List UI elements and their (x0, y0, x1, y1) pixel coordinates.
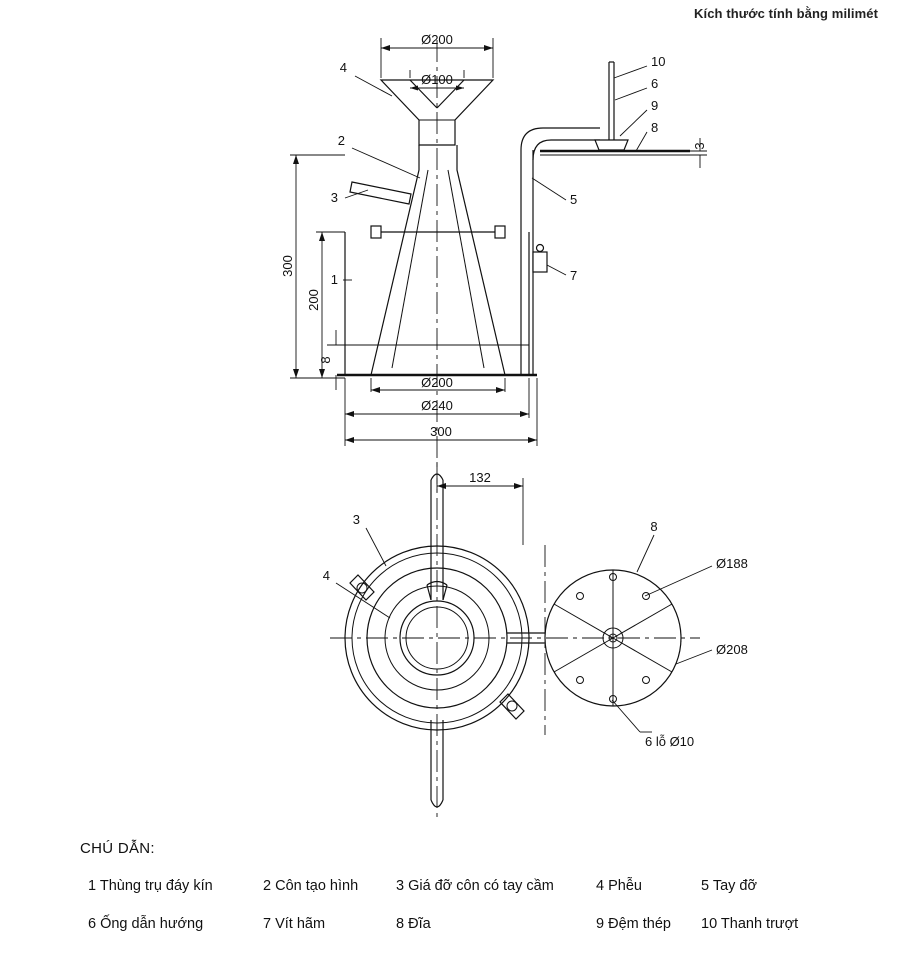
legend-grid (88, 878, 878, 954)
callout-9-label: 9 (651, 98, 659, 113)
plan-callout-8-label: 8 (650, 519, 658, 534)
cone-outline (371, 145, 505, 375)
dim-100-top-label: Ø100 (421, 72, 453, 87)
plan-callout-3-label: 3 (352, 512, 360, 527)
callout-1-label: 1 (330, 272, 338, 287)
legend-item-5: 5 Tay đỡ (701, 878, 757, 894)
legend-item-1: 1 Thùng trụ đáy kín (88, 878, 213, 894)
plan-handle-lower-right (500, 694, 524, 719)
steel-washer (595, 140, 628, 150)
legend-item-2: 2 Côn tạo hình (263, 878, 359, 894)
legend-item-4: 4 Phễu (596, 878, 642, 894)
arrow-200top-left (381, 45, 390, 51)
plan-leader-8 (637, 535, 654, 572)
arrow-300bot-right (528, 437, 537, 443)
callout-8-label: 8 (651, 120, 659, 135)
legend-item-6: 6 Ống dẫn hướng (88, 916, 204, 932)
dim-240-label: Ø240 (421, 398, 453, 413)
legend-row (88, 916, 878, 932)
arrow-132-left (437, 483, 446, 489)
callout-5-label: 5 (570, 192, 578, 207)
locking-screw-knob (537, 245, 544, 252)
callout-3-label: 3 (330, 190, 338, 205)
leader-8 (636, 132, 647, 151)
support-lug-left (371, 226, 381, 238)
arrow-240-right (520, 411, 529, 417)
callout-4-label: 4 (339, 60, 347, 75)
callout-2-label: 2 (337, 133, 345, 148)
plan-handle-pivot-right (507, 701, 517, 711)
dim-300-bottom-label: 300 (430, 424, 452, 439)
arrow-300bot-left (345, 437, 354, 443)
plan-leader-4 (336, 583, 390, 618)
leader-9 (620, 110, 647, 136)
arrow-200top-right (484, 45, 493, 51)
dim-132-label: 132 (469, 470, 491, 485)
arrow-300-bottom (293, 369, 299, 378)
unit-note: Kích thước tính bằng milimét (694, 6, 878, 21)
legend-item-10: 10 Thanh trượt (701, 916, 799, 932)
dim-300-left-label: 300 (280, 255, 295, 277)
arrow-300-top (293, 155, 299, 164)
arrow-200bot-left (371, 387, 380, 393)
arrow-132-right (514, 483, 523, 489)
cone-inner-right (448, 170, 484, 368)
legend-item-3: 3 Giá đỡ côn có tay cầm (396, 878, 554, 894)
legend-title: CHÚ DẪN: (80, 840, 155, 857)
callout-6-label: 6 (651, 76, 659, 91)
locking-screw-body (533, 252, 547, 272)
arrow-200bot-right (496, 387, 505, 393)
leader-7 (547, 265, 566, 275)
legend-item-7: 7 Vít hãm (263, 916, 326, 932)
arrow-200-top (319, 232, 325, 241)
dim-200-bottom-label: Ø200 (421, 375, 453, 390)
arrow-100top-left (410, 86, 418, 91)
legend-item-9: 9 Đệm thép (596, 916, 671, 932)
dim-3-label: 3 (692, 142, 707, 150)
callout-7-label: 7 (570, 268, 578, 283)
leader-10 (614, 66, 647, 78)
dim-188-label: Ø188 (716, 556, 748, 571)
arrow-240-left (345, 411, 354, 417)
leader-188 (645, 566, 712, 596)
dim-200-left-label: 200 (306, 289, 321, 311)
leader-5 (532, 178, 566, 200)
dim-8-left-label: 8 (318, 356, 333, 364)
support-lug-right (495, 226, 505, 238)
plan-handle-upper-left (350, 575, 374, 600)
leader-6 (615, 88, 647, 100)
leader-208 (676, 650, 712, 664)
plan-view (323, 462, 748, 820)
plan-callout-4-label: 4 (322, 568, 330, 583)
callout-10-label: 10 (651, 54, 666, 69)
legend-row (88, 878, 878, 894)
legend-item-8: 8 Đĩa (396, 916, 431, 932)
dim-200-top-label: Ø200 (421, 32, 453, 47)
plan-leader-3 (366, 528, 386, 566)
arrow-200-bottom (319, 369, 325, 378)
dim-holes-label: 6 lỗ Ø10 (645, 734, 695, 749)
arrow-100top-right (456, 86, 464, 91)
leader-2 (352, 148, 420, 178)
dim-208-label: Ø208 (716, 642, 748, 657)
guide-tube-elbow-inner (521, 128, 600, 150)
elevation-view (280, 32, 707, 470)
